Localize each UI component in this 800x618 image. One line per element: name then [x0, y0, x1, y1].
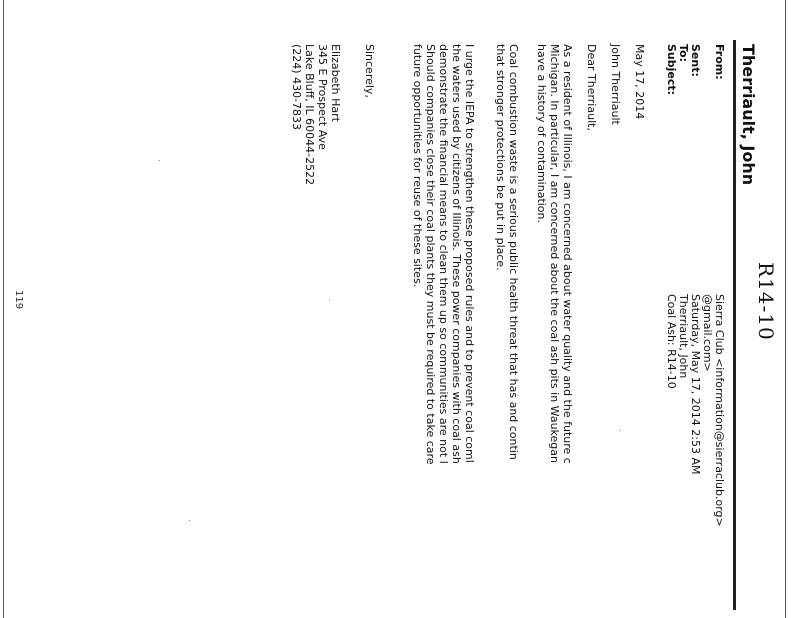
signer-phone: (224) 430-7833	[290, 44, 303, 131]
scan-speck	[329, 300, 330, 301]
top-margin-line	[785, 0, 786, 618]
scan-speck	[189, 520, 190, 521]
paragraph-line: demonstrate the financial means to clean them up so communities are not l	[437, 44, 450, 464]
from-label: From:	[713, 44, 726, 80]
paragraph-line: Coal combustion waste is a serious public health threat that has and contin	[507, 44, 520, 460]
header-rule	[733, 40, 736, 610]
page-number: 119	[13, 290, 24, 310]
from-value-line2: @gmail.com>	[701, 294, 714, 372]
paragraph-line: have a history of contamination.	[535, 44, 548, 224]
paragraph-line: that stronger protections be put in place.	[494, 44, 507, 271]
signer-name: Elizabeth Hart	[329, 44, 342, 122]
salutation: Dear Therriault,	[585, 44, 598, 131]
paragraph-line: As a resident of Illinois, I am concerned about water quality and the future c	[561, 44, 574, 464]
signer-street: 345 E Prospect Ave	[316, 44, 329, 150]
letter-date: May 17, 2014	[633, 44, 646, 120]
paragraph-line: future opportunities for reuse of these sites.	[411, 44, 424, 288]
subject-label: Subject:	[665, 44, 678, 96]
paragraph-3	[411, 44, 476, 465]
recipient-name: John Therriault	[609, 44, 622, 125]
sender-name: Therriault, John	[739, 44, 758, 186]
paragraph-line: I urge the IEPA to strengthen these proposed rules and to prevent coal coml	[463, 44, 476, 463]
paragraph-1	[535, 44, 574, 464]
bottom-margin-line	[3, 0, 4, 618]
paragraph-line: the waters used by citizens of Illinois. These power companies with coal ash	[450, 44, 463, 464]
paragraph-line: Michigan. In particular, I am concerned about the coal ash pits in Waukegan	[548, 44, 561, 463]
subject-value: Coal Ash: R14-10	[665, 294, 678, 389]
signer-city: Lake Bluff, IL 60044-2522	[303, 44, 316, 186]
to-label: To:	[677, 44, 690, 62]
sent-value: Saturday, May 17, 2014 2:53 AM	[689, 294, 702, 475]
sent-label: Sent:	[689, 44, 702, 77]
paragraph-2	[494, 44, 520, 460]
to-value: Therriault, John	[677, 294, 690, 379]
scan-speck	[159, 160, 160, 161]
signature-block	[290, 44, 342, 185]
from-value: Sierra Club <information@sierraclub.org>	[713, 294, 726, 527]
case-number: R14-10	[754, 262, 778, 341]
scan-speck	[619, 430, 620, 431]
paragraph-line: Should companies close their coal plants they must be required to take care	[424, 44, 437, 465]
closing: Sincerely,	[363, 44, 376, 98]
